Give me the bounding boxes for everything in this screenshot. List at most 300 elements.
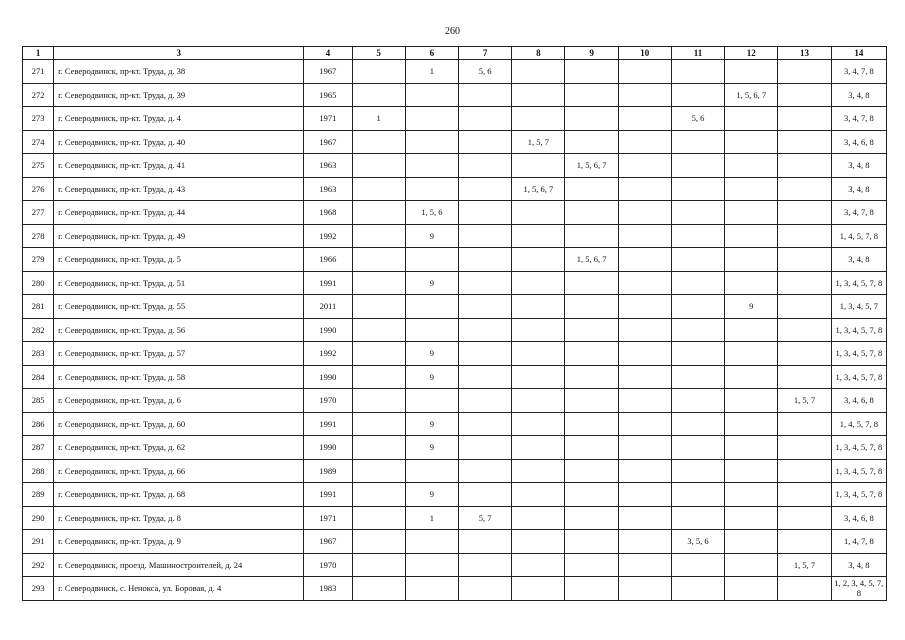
table-cell [671,154,724,178]
table-row [23,60,887,84]
table-cell: 1, 4, 7, 8 [831,530,886,554]
table-cell [458,107,511,131]
table-cell [725,365,778,389]
table-cell [352,389,405,413]
table-cell [458,271,511,295]
year-cell: 1991 [304,271,352,295]
address-cell: г. Северодвинск, пр-кт. Труда, д. 62 [54,436,304,460]
table-cell: 3, 4, 8 [831,553,886,577]
table-cell [778,177,831,201]
table-body [23,60,887,601]
row-number-cell: 282 [23,318,54,342]
table-cell [725,248,778,272]
year-cell: 1992 [304,224,352,248]
table-cell [618,130,671,154]
row-number-cell: 284 [23,365,54,389]
table-cell [458,154,511,178]
table-cell: 1, 5, 6, 7 [565,154,618,178]
year-cell: 1963 [304,154,352,178]
table-cell [512,342,565,366]
table-cell [778,130,831,154]
table-cell [352,318,405,342]
column-header: 6 [405,47,458,60]
year-cell: 1991 [304,483,352,507]
table-cell [458,365,511,389]
table-cell [618,201,671,225]
table-cell [565,436,618,460]
table-row [23,248,887,272]
address-cell: г. Северодвинск, пр-кт. Труда, д. 6 [54,389,304,413]
address-cell: г. Северодвинск, пр-кт. Труда, д. 56 [54,318,304,342]
year-cell: 1990 [304,318,352,342]
table-cell [725,342,778,366]
table-cell [618,248,671,272]
table-cell [618,60,671,84]
table-cell [565,318,618,342]
table-cell [458,577,511,601]
address-cell: г. Северодвинск, пр-кт. Труда, д. 38 [54,60,304,84]
table-row [23,436,887,460]
table-cell [778,201,831,225]
table-cell [405,83,458,107]
table-cell [725,154,778,178]
column-header: 7 [458,47,511,60]
table-cell [725,271,778,295]
table-cell: 3, 4, 8 [831,154,886,178]
table-cell [458,224,511,248]
table-row [23,553,887,577]
table-cell [512,365,565,389]
address-cell: г. Северодвинск, проезд. Машиностроителей, д. 24 [54,553,304,577]
table-cell [725,389,778,413]
table-cell [565,412,618,436]
table-cell [352,130,405,154]
table-cell [725,107,778,131]
table-cell [618,483,671,507]
table-cell: 5, 6 [458,60,511,84]
table-row [23,177,887,201]
table-cell [512,154,565,178]
address-cell: г. Северодвинск, пр-кт. Труда, д. 44 [54,201,304,225]
table-cell [405,295,458,319]
table-cell [671,318,724,342]
table-row [23,389,887,413]
year-cell: 1966 [304,248,352,272]
table-cell [405,318,458,342]
table-cell [725,577,778,601]
table-cell [618,224,671,248]
table-cell [512,530,565,554]
table-cell [725,60,778,84]
table-cell [352,248,405,272]
table-cell [671,389,724,413]
table-cell [671,271,724,295]
table-cell: 9 [405,224,458,248]
table-cell: 3, 4, 8 [831,83,886,107]
table-cell [671,83,724,107]
table-cell [671,365,724,389]
table-cell [671,60,724,84]
table-cell [725,177,778,201]
table-cell [725,318,778,342]
column-header: 10 [618,47,671,60]
table-cell [565,130,618,154]
table-cell: 1, 3, 4, 5, 7, 8 [831,483,886,507]
table-cell: 1, 5, 6, 7 [565,248,618,272]
table-cell: 3, 4, 7, 8 [831,60,886,84]
table-cell [618,177,671,201]
table-cell [565,459,618,483]
table-cell: 5, 6 [671,107,724,131]
table-cell [565,60,618,84]
table-cell: 3, 4, 6, 8 [831,506,886,530]
table-cell [565,389,618,413]
address-cell: г. Северодвинск, пр-кт. Труда, д. 57 [54,342,304,366]
row-number-cell: 274 [23,130,54,154]
row-number-cell: 278 [23,224,54,248]
table-cell [405,154,458,178]
table-cell: 9 [405,436,458,460]
table-cell: 9 [405,412,458,436]
table-cell [458,83,511,107]
table-cell [671,177,724,201]
table-cell [512,483,565,507]
row-number-cell: 291 [23,530,54,554]
table-cell [352,483,405,507]
table-cell: 9 [405,365,458,389]
year-cell: 2011 [304,295,352,319]
row-number-cell: 289 [23,483,54,507]
column-header: 9 [565,47,618,60]
table-cell [352,530,405,554]
table-cell [405,389,458,413]
table-cell: 1, 3, 4, 5, 7, 8 [831,436,886,460]
row-number-cell: 272 [23,83,54,107]
column-header: 13 [778,47,831,60]
table-cell [352,295,405,319]
table-cell [671,506,724,530]
table-cell [512,248,565,272]
table-cell [618,271,671,295]
table-cell [512,412,565,436]
column-header: 4 [304,47,352,60]
table-cell [458,248,511,272]
row-number-cell: 281 [23,295,54,319]
row-number-cell: 287 [23,436,54,460]
table-cell [618,318,671,342]
address-cell: г. Северодвинск, с. Ненокса, ул. Боровая, д. 4 [54,577,304,601]
table-cell [512,224,565,248]
table-cell [352,436,405,460]
table-cell [671,342,724,366]
row-number-cell: 288 [23,459,54,483]
row-number-cell: 275 [23,154,54,178]
table-cell [725,553,778,577]
table-row [23,318,887,342]
year-cell: 1965 [304,83,352,107]
table-cell: 1, 5, 6, 7 [512,177,565,201]
table-cell [618,530,671,554]
table-cell: 9 [405,483,458,507]
year-cell: 1968 [304,201,352,225]
table-cell [618,295,671,319]
year-cell: 1992 [304,342,352,366]
row-number-cell: 283 [23,342,54,366]
table-cell [405,577,458,601]
table-cell: 3, 4, 7, 8 [831,107,886,131]
table-cell [725,130,778,154]
table-cell [352,506,405,530]
table-cell [352,577,405,601]
table-cell [352,459,405,483]
row-number-cell: 273 [23,107,54,131]
row-number-cell: 293 [23,577,54,601]
table-cell [778,271,831,295]
table-cell: 1 [405,60,458,84]
year-cell: 1970 [304,389,352,413]
row-number-cell: 271 [23,60,54,84]
row-number-cell: 276 [23,177,54,201]
table-cell [565,83,618,107]
table-cell [618,577,671,601]
table-cell [512,553,565,577]
table-cell [671,130,724,154]
table-cell [778,318,831,342]
table-cell [352,553,405,577]
address-cell: г. Северодвинск, пр-кт. Труда, д. 39 [54,83,304,107]
table-cell [725,436,778,460]
table-cell [512,201,565,225]
table-cell [671,459,724,483]
table-cell [405,553,458,577]
address-cell: г. Северодвинск, пр-кт. Труда, д. 49 [54,224,304,248]
table-cell [512,83,565,107]
year-cell: 1990 [304,436,352,460]
table-cell: 3, 4, 6, 8 [831,130,886,154]
table-cell [671,483,724,507]
table-cell: 5, 7 [458,506,511,530]
table-cell [512,506,565,530]
column-header: 3 [54,47,304,60]
table-cell [671,553,724,577]
table-cell [352,177,405,201]
column-header: 14 [831,47,886,60]
table-cell [671,201,724,225]
table-cell: 1, 3, 4, 5, 7, 8 [831,365,886,389]
table-cell [618,83,671,107]
table-cell [458,318,511,342]
table-row [23,365,887,389]
table-cell [778,436,831,460]
table-cell [778,154,831,178]
table-cell [618,107,671,131]
table-cell [352,224,405,248]
table-cell: 1, 5, 7 [778,389,831,413]
table-cell [458,530,511,554]
table-cell [512,459,565,483]
table-cell [565,177,618,201]
table-cell [458,342,511,366]
column-header: 11 [671,47,724,60]
table-cell [352,342,405,366]
table-cell: 1, 4, 5, 7, 8 [831,224,886,248]
table-cell [405,459,458,483]
table-cell [671,224,724,248]
table-cell [565,107,618,131]
year-cell: 1989 [304,459,352,483]
year-cell: 1971 [304,506,352,530]
address-cell: г. Северодвинск, пр-кт. Труда, д. 4 [54,107,304,131]
row-number-cell: 290 [23,506,54,530]
table-cell [565,530,618,554]
page-number: 260 [445,26,460,37]
row-number-cell: 286 [23,412,54,436]
table-row [23,342,887,366]
table-cell [778,107,831,131]
table-cell: 3, 5, 6 [671,530,724,554]
table-cell: 1 [405,506,458,530]
column-header: 1 [23,47,54,60]
row-number-cell: 292 [23,553,54,577]
table-cell [458,130,511,154]
table-cell [565,483,618,507]
table-cell [778,483,831,507]
table-cell [352,271,405,295]
table-cell: 9 [405,342,458,366]
table-row [23,224,887,248]
table-cell [405,130,458,154]
table-cell [725,224,778,248]
address-cell: г. Северодвинск, пр-кт. Труда, д. 41 [54,154,304,178]
table-cell [778,60,831,84]
table-cell [618,154,671,178]
table-cell [671,436,724,460]
table-cell [565,271,618,295]
row-number-cell: 285 [23,389,54,413]
table-cell [671,577,724,601]
table-cell [458,436,511,460]
year-cell: 1967 [304,530,352,554]
table-cell [778,365,831,389]
address-cell: г. Северодвинск, пр-кт. Труда, д. 68 [54,483,304,507]
table-cell [512,436,565,460]
table-cell [618,553,671,577]
table-cell [618,365,671,389]
table-cell [352,83,405,107]
table-cell [778,577,831,601]
table-cell [565,553,618,577]
table-cell [778,248,831,272]
row-number-cell: 277 [23,201,54,225]
table-row [23,506,887,530]
table-row [23,412,887,436]
table-cell: 3, 4, 8 [831,177,886,201]
table-cell [352,60,405,84]
table-cell: 1, 5, 7 [512,130,565,154]
table-row [23,577,887,601]
year-cell: 1990 [304,365,352,389]
table-cell [405,177,458,201]
register-table [22,46,887,601]
table-cell [512,60,565,84]
table-cell [778,530,831,554]
table-cell: 1 [352,107,405,131]
address-cell: г. Северодвинск, пр-кт. Труда, д. 60 [54,412,304,436]
table-cell: 3, 4, 6, 8 [831,389,886,413]
table-cell [778,459,831,483]
table-row [23,107,887,131]
table-cell [565,506,618,530]
table-cell [352,201,405,225]
table-cell [565,342,618,366]
table-cell [458,295,511,319]
table-cell [565,295,618,319]
table-cell [618,412,671,436]
table-cell [725,506,778,530]
table-cell [512,295,565,319]
table-cell [725,530,778,554]
year-cell: 1971 [304,107,352,131]
address-cell: г. Северодвинск, пр-кт. Труда, д. 55 [54,295,304,319]
table-cell: 1, 2, 3, 4, 5, 7, 8 [831,577,886,601]
year-cell: 1991 [304,412,352,436]
table-cell: 3, 4, 7, 8 [831,201,886,225]
table-cell [778,295,831,319]
table-cell [671,412,724,436]
address-cell: г. Северодвинск, пр-кт. Труда, д. 58 [54,365,304,389]
table-cell [352,154,405,178]
year-cell: 1970 [304,553,352,577]
row-number-cell: 279 [23,248,54,272]
year-cell: 1963 [304,177,352,201]
table-cell [725,483,778,507]
table-cell [458,412,511,436]
table-cell [778,342,831,366]
table-cell [778,506,831,530]
year-cell: 1983 [304,577,352,601]
address-cell: г. Северодвинск, пр-кт. Труда, д. 43 [54,177,304,201]
table-cell [565,577,618,601]
table-cell: 1, 3, 4, 5, 7 [831,295,886,319]
table-cell [725,459,778,483]
table-cell [458,177,511,201]
table-cell [565,201,618,225]
table-cell [565,224,618,248]
year-cell: 1967 [304,60,352,84]
table-cell: 1, 5, 6, 7 [725,83,778,107]
table-cell: 1, 3, 4, 5, 7, 8 [831,271,886,295]
table-cell [618,342,671,366]
table-cell [671,248,724,272]
table-cell [405,107,458,131]
table-cell [671,295,724,319]
table-cell: 1, 4, 5, 7, 8 [831,412,886,436]
year-cell: 1967 [304,130,352,154]
table-row [23,154,887,178]
table-row [23,201,887,225]
table-cell [458,389,511,413]
table-cell: 1, 3, 4, 5, 7, 8 [831,459,886,483]
table-cell [725,412,778,436]
address-cell: г. Северодвинск, пр-кт. Труда, д. 40 [54,130,304,154]
table-cell [778,83,831,107]
table-row [23,271,887,295]
table-cell: 1, 3, 4, 5, 7, 8 [831,318,886,342]
table-cell [512,577,565,601]
table-cell [458,201,511,225]
table-cell [458,459,511,483]
table-cell: 1, 5, 6 [405,201,458,225]
